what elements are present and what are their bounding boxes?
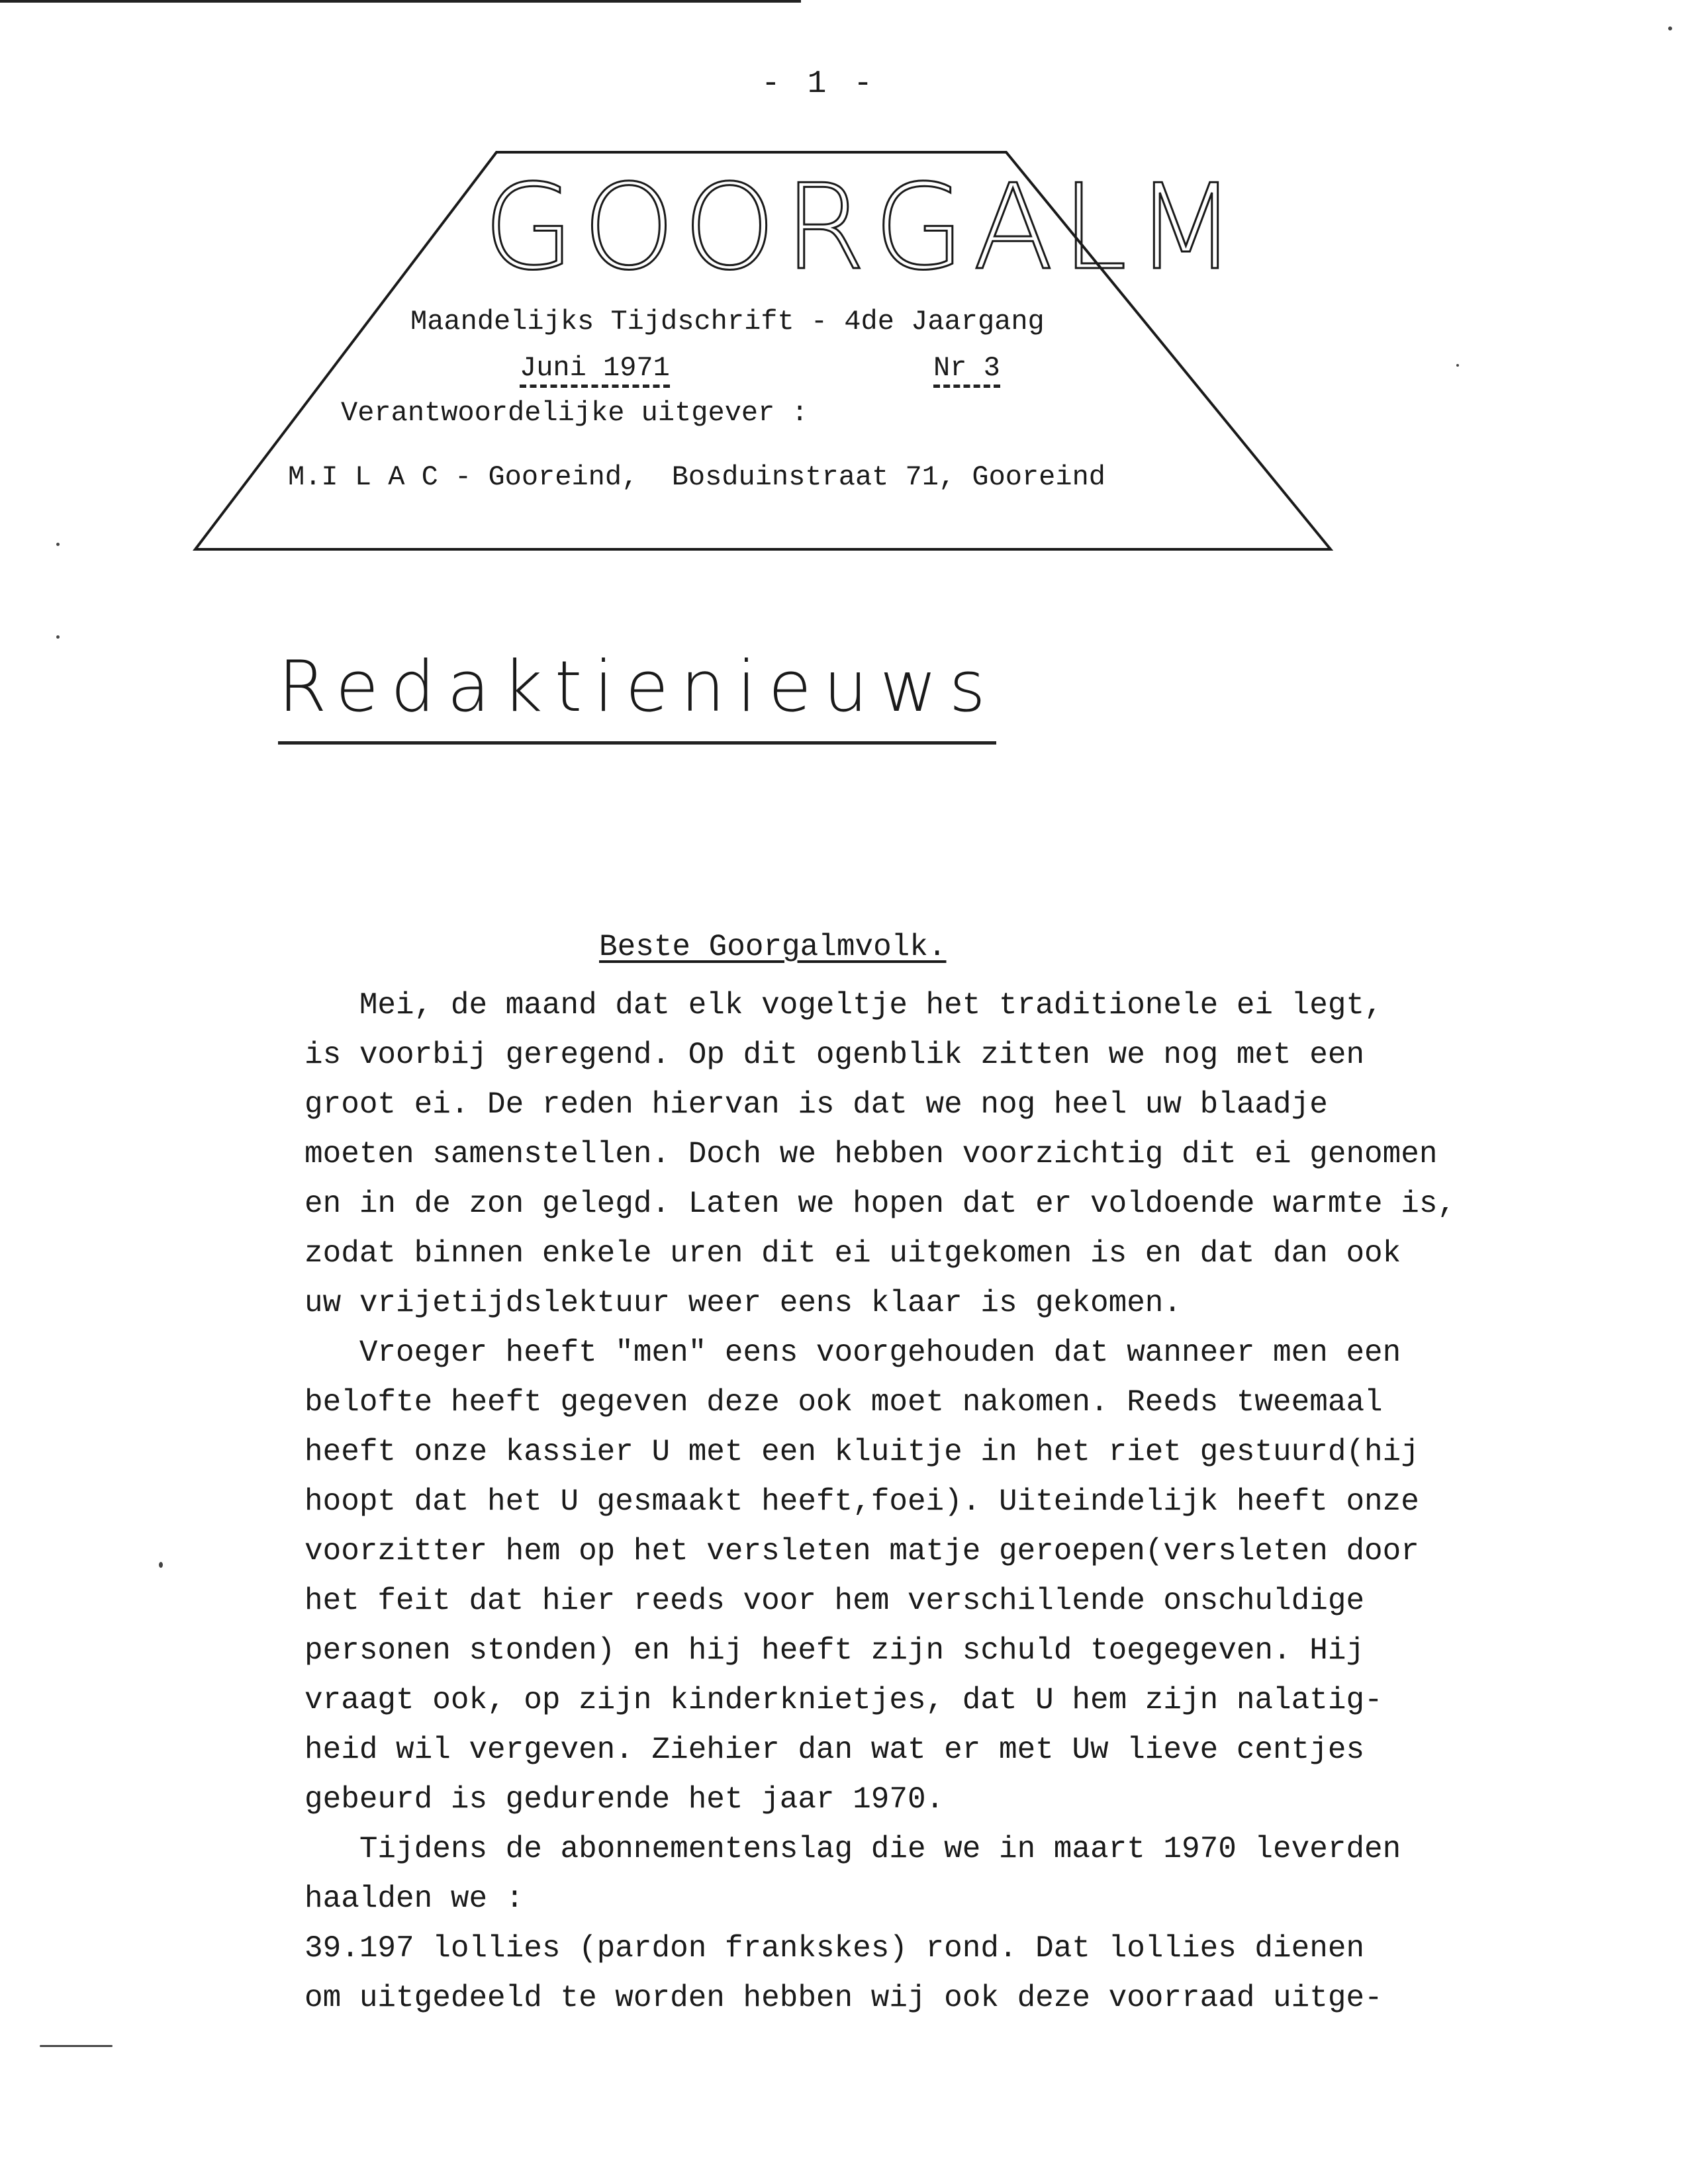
text-line: heeft onze kassier U met een kluitje in het riet gestuurd(hij bbox=[305, 1435, 1419, 1469]
text-line: zodat binnen enkele uren dit ei uitgekomen is en dat dan ook bbox=[305, 1236, 1401, 1271]
scan-speck bbox=[56, 635, 60, 639]
publisher-label: Verantwoordelijke uitgever : bbox=[341, 397, 808, 429]
masthead bbox=[192, 149, 1344, 559]
top-edge-rule bbox=[0, 0, 801, 3]
scan-speck bbox=[56, 543, 60, 546]
issue-date: Juni 1971 bbox=[520, 354, 670, 388]
text-line: personen stonden) en hij heeft zijn schuld toegegeven. Hij bbox=[305, 1633, 1365, 1668]
publisher-address: M.I L A C - Gooreind, Bosduinstraat 71, Gooreind bbox=[288, 461, 1106, 493]
letter-salutation: Beste Goorgalmvolk. bbox=[599, 930, 947, 964]
scan-speck bbox=[40, 2045, 113, 2047]
scan-speck bbox=[159, 1562, 163, 1568]
text-line: om uitgedeeld te worden hebben wij ook deze voorraad uitge- bbox=[305, 1981, 1383, 2015]
text-line: uw vrijetijdslektuur weer eens klaar is gekomen. bbox=[305, 1286, 1182, 1320]
text-line: Tijdens de abonnementenslag die we in maart 1970 leverden bbox=[305, 1832, 1401, 1866]
text-line: belofte heeft gegeven deze ook moet nakomen. Reeds tweemaal bbox=[305, 1385, 1383, 1420]
text-line: 39.197 lollies (pardon frankskes) rond. Dat lollies dienen bbox=[305, 1931, 1365, 1966]
issue-number: Nr 3 bbox=[933, 354, 1000, 388]
scan-speck bbox=[1456, 364, 1459, 367]
text-line: gebeurd is gedurende het jaar 1970. bbox=[305, 1782, 945, 1817]
letter-body bbox=[305, 981, 1602, 2023]
text-line: het feit dat hier reeds voor hem verschillende onschuldige bbox=[305, 1584, 1365, 1618]
text-line: haalden we : bbox=[305, 1882, 524, 1916]
text-line: en in de zon gelegd. Laten we hopen dat er voldoende warmte is, bbox=[305, 1187, 1456, 1221]
text-line: voorzitter hem op het versleten matje geroepen(versleten door bbox=[305, 1534, 1419, 1569]
scan-speck bbox=[1668, 26, 1672, 30]
text-line: heid wil vergeven. Ziehier dan wat er met Uw lieve centjes bbox=[305, 1733, 1365, 1767]
section-title: Redaktienieuws bbox=[278, 646, 998, 727]
masthead-subtitle: Maandelijks Tijdschrift - 4de Jaargang bbox=[410, 306, 1045, 338]
text-line: vraagt ook, op zijn kinderknietjes, dat U hem zijn nalatig- bbox=[305, 1683, 1383, 1717]
text-line: Mei, de maand dat elk vogeltje het traditionele ei legt, bbox=[305, 988, 1383, 1023]
text-line: groot ei. De reden hiervan is dat we nog heel uw blaadje bbox=[305, 1087, 1328, 1122]
text-line: is voorbij geregend. Op dit ogenblik zitten we nog met een bbox=[305, 1038, 1365, 1072]
page-number: - 1 - bbox=[761, 66, 877, 102]
magazine-title: GOORGALM bbox=[483, 159, 1245, 296]
text-line: Vroeger heeft "men" eens voorgehouden dat wanneer men een bbox=[305, 1336, 1401, 1370]
text-line: moeten samenstellen. Doch we hebben voorzichtig dit ei genomen bbox=[305, 1137, 1438, 1171]
section-title-underline bbox=[278, 741, 996, 745]
text-line: hoopt dat het U gesmaakt heeft,foei). Uiteindelijk heeft onze bbox=[305, 1484, 1419, 1519]
